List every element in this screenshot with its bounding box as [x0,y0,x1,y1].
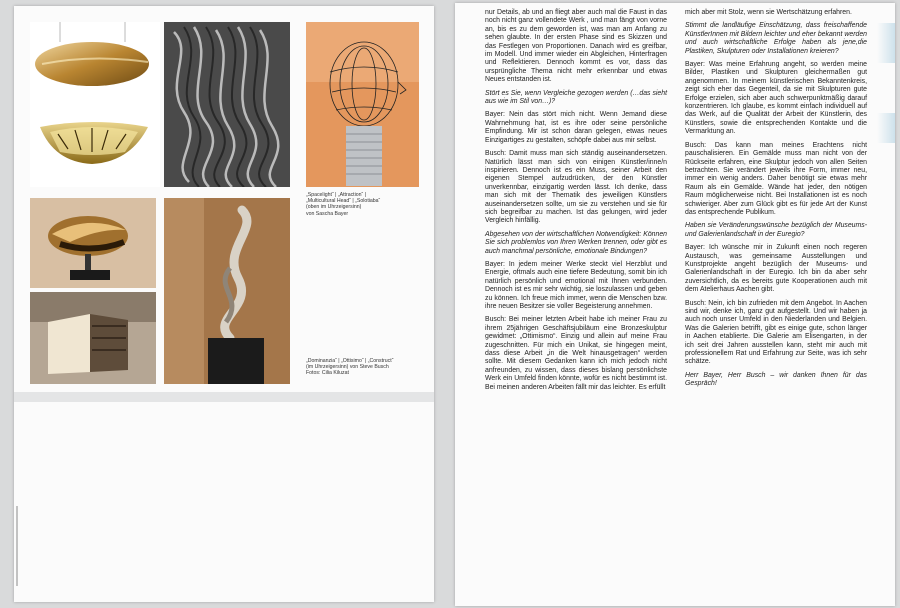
interview-answer: Busch: Das kann man meines Erachtens nicht pauschalisieren. Ein Gemälde muss man nicht von der Rückseite erfahren, eine Skulptur jedoch von allen Seiten betrachten. Sie verändert jeweils ihre Form, immer neu, immer ein wenig anders. Daher benötigt sie etwas mehr Raum als ein Gemälde. Wände hat jeder, den nötigen Raum möglicherweise nicht. Bei Installationen ist es noch schwieriger. Aber zum Glück gibt es für jede Art der Kunst das entsprechende Publikum. [685,141,867,216]
photo-ottimismo [164,198,290,384]
caption-line: „Spacelight“ | „Attraction“ | [306,192,367,198]
caption-sascha-bayer [306,192,426,217]
photo-multicultural-head [306,22,419,187]
interview-answer: Busch: Damit muss man sich ständig auseinandersetzen. Natürlich lässt man sich von einigen Künstler/inne/n inspirieren. Dennoch ist es ein Muss, seiner Arbeit den eigenen Stempel aufzudrücken, der den Künstler unverkennbar, einzigartig werden lässt. Ich denke, dass man sich mit der Thematik des jeweiligen Künstlers auseinandersetzen sollte, um sie zu verstehen und sie für sich begreifbar zu machen. Ist das gelungen, wird jeder Vergleich hinfällig. [485,150,667,225]
interview-answer: Bayer: Ich wünsche mir in Zukunft einen noch regeren Austausch, was gemeinsame Ausstellungen und Kunstprojekte angeht bezüglich der Museums- und Galerienlandschaft in der Euregio. Ich bin da aber sehr zuversichtlich, da es bereits gute Kooperationen auch mit dem Atelierhaus Aachen gibt. [685,244,867,294]
bleed-through-strip [877,23,895,63]
caption-steve-busch [306,358,426,377]
interview-question: Abgesehen von der wirtschaftlichen Notwendigkeit: Können Sie sich problemlos von Ihren Werken trennen, oder gibt es auch manchmal persönliche, emotionale Bindungen? [485,230,667,255]
left-page [14,6,434,602]
text-column-1 [485,9,667,397]
interview-question: Stört es Sie, wenn Vergleiche gezogen werden (…das sieht aus wie im Stil von…)? [485,89,667,106]
interview-answer: nur Details, ab und an fliegt aber auch mal die Faust in das noch nicht ganz vollendete Werk , und man fängt von vorne an, bis es zu dem geworden ist, was man am Anfang zu sehen glaubte. In der ersten Phase sind es Skizzen und das Festlegen von Proportionen. Danach wird es greifbar, im Modell. Und immer wieder ein Abgleichen, Hinterfragen und Reflektieren. Dennoch kommt es vor, dass das ursprüngliche Thema nicht mehr erkennbar und etwas Neues entstanden ist. [485,9,667,84]
interview-question: Herr Bayer, Herr Busch – wir danken Ihnen für das Gespräch! [685,371,867,388]
caption-line: Fotos: Cilia Kiluzat [306,370,349,377]
interview-answer: mich aber mit Stolz, wenn sie Wertschätzung erfahren. [685,9,852,16]
caption-line: (oben im Uhrzeigersinn) [306,204,362,211]
interview-answer: Bayer: In jedem meiner Werke steckt viel Herzblut und Energie, oftmals auch eine tiefere Bedeutung, somit bin ich natürlich persönlich und emotional mit Ihnen verbunden. Dennoch ist es mir sehr wichtig, sie loszulassen und geben zu können. Ich freue mich immer, wenn die Menschen bzw. ihre neuen Besitzer sie voller Begeisterung annehmen. [485,260,667,310]
binding-edge [16,506,18,586]
caption-line: (im Uhrzeigersinn) von Steve Busch [306,364,389,371]
text-column-2 [685,9,867,394]
interview-answer: Busch: Nein, ich bin zufrieden mit dem Angebot. In Aachen sind wir, denke ich, ganz gut aufgestellt. Und wir haben ja auch noch unser Umfeld in den Niederlanden und Belgien. Was die Galerien betrifft, gibt es einige gute, schon länger in Aachen etablierte. Die Galerie am Elisengarten, in der ich seit drei Jahren ausstellen kann, steht mir auch mit professionellem Rat und Erfahrung zur Seite, was ich sehr schätze. [685,299,867,366]
bleed-through-strip [877,113,895,143]
interview-answer: Busch: Bei meiner letzten Arbeit habe ich meiner Frau zu ihrem 25jährigen Geschäftsjubiläum eine Bronzeskulptur gewidmet: „Ottimismo“. Einzig und allein auf meine Frau zugeschnitten. Für mich ein Unikat, sie hingegen meint, dass diese Arbeit „in die Welt hinausgetragen“ werden sollte. Mit diesem Gedanken kann ich mich jedoch nicht anfreunden, zu wissen, dass dieses bislang persönlichste Werk ein Umfeld finden könnte, wofür es nicht bestimmt ist. Bei meinen anderen Arbeiten fällt mir das leichter. Es erfüllt [485,316,667,391]
photo-attraction-relief [164,22,290,187]
page-divider [14,392,434,402]
photo-spacelight-lamps [30,22,160,187]
interview-answer: Bayer: Nein das stört mich nicht. Wenn Jemand diese Wahrnehmung hat, ist es ihre oder seine persönliche Empfindung. Mir ist schon daran gelegen, etwas neues Einzigartiges zu gestalten, schöpfe dabei aus mir selbst. [485,111,667,144]
photo-construct [30,292,156,384]
caption-line: „Multicultural Head“ | „Solotiaba“ [306,198,381,205]
caption-line: „Dominanzia“ | „Ottisimo“ | „Construct“ [306,358,394,364]
interview-answer: Bayer: Was meine Erfahrung angeht, so werden meine Bilder, Plastiken und Skulpturen gleichermaßen gut angenommen. In meinem künstlerischen Bekanntenkreis, zeigt sich eher das Gegenteil, da sie mit Skulpturen gute Erfolge erzielen, sich aber auch schwerpunktmäßig darauf konzentrieren. Ich glaube, es kommt einfach individuell auf das Werk, auf die Qualität der Arbeit der Künstlerin, des Künstlers, sowie die entsprechenden Kontakte und die Vermarktung an. [685,61,867,136]
right-page [455,3,895,606]
caption-line: von Sascha Bayer [306,210,349,217]
photo-dominanzia [30,198,156,288]
interview-question: Stimmt die landläufige Einschätzung, dass freischaffende KünstlerInnen mit Bildern leichter und eher bekannt werden und auch wirtschaftliche Erfolge haben als jene,die Plastiken, Skulpturen oder Installationen kreieren? [685,22,867,55]
interview-question: Haben sie Veränderungswünsche bezüglich der Museums- und Galerienlandschaft in der Euregio? [685,222,867,238]
